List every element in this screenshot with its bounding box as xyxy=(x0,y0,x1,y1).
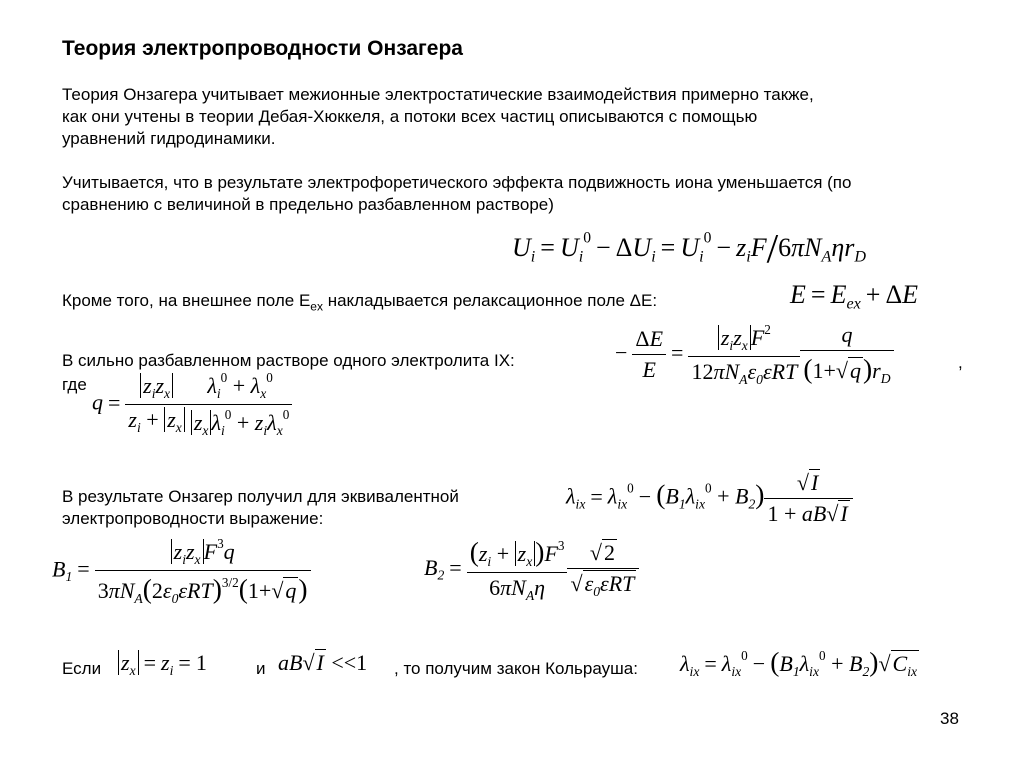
formula-field: $E = E_{ex} + \Delta E$ xyxy=(790,280,919,313)
page-number: 38 xyxy=(940,709,959,728)
paragraph-5 xyxy=(62,486,459,530)
formula-condition-2: aB√I <<1 xyxy=(278,650,368,675)
paragraph-1-line-3: уравнений гидродинамики. xyxy=(62,129,276,148)
paragraph-3: Кроме того, на внешнее поле $E_{ex}$ накладывается релаксационное поле ΔE: xyxy=(62,291,658,314)
paragraph-2-line-2: сравнению с величиной в предельно разбавленном растворе) xyxy=(62,195,554,214)
formula-q: q = $\frac{z_iz_x}{z_i + z_x}$ $\frac{\lambda_i^0 + \lambda_x^0}{z_x \lambda_i^0 + z_i\lambda_x^0}$ xyxy=(92,370,292,439)
paragraph-5-line-2: электропроводности выражение: xyxy=(62,509,324,528)
formula-kohlrausch: $\lambda_{ix} = \lambda_{ix}^0 - (B_1\lambda_{ix}^0 + B_2)√C_{ix}$ xyxy=(680,646,918,679)
formula-b2: $B_2$ = $\frac{(z_i + z_x )F^3}{6\pi N_A\eta}$ $\frac{√2}{√\varepsilon_0\varepsilon RT}$ xyxy=(424,536,639,604)
paragraph-1-line-1: Теория Онзагера учитывает межионные электростатические взаимодействия примерно также, xyxy=(62,85,814,104)
paragraph-4-line-2: где xyxy=(62,375,87,394)
paragraph-5-line-1: В результате Онзагер получил для эквивалентной xyxy=(62,487,459,506)
paragraph-4-line-1: В сильно разбавленном растворе одного электролита IX: xyxy=(62,351,515,370)
formula-condition-1: $z_x = z_i = 1$ xyxy=(118,650,207,679)
paragraph-1 xyxy=(62,84,814,150)
formula-comma: , xyxy=(958,353,963,372)
last-line-if: Если xyxy=(62,659,102,678)
last-line-then: , то получим закон Кольрауша: xyxy=(394,659,638,678)
paragraph-2 xyxy=(62,172,851,216)
slide-title: Теория электропроводности Онзагера xyxy=(62,37,463,60)
formula-relaxation: − $\frac{\Delta E}{E}$ = $\frac{z_iz_x F^2}{12\pi N_A\varepsilon_0\varepsilon RT}$ $\frac{q}{(1+√q)r_D}$ xyxy=(610,322,894,388)
formula-onsager: $\lambda_{ix} = \lambda_{ix}^0 - (B_1\lambda_{ix}^0 + B_2)$ $\frac{√I}{1 + aB√I}$ xyxy=(566,470,853,527)
last-line-and: и xyxy=(256,659,266,678)
paragraph-2-line-1: Учитывается, что в результате электрофоретического эффекта подвижность иона уменьшается (по xyxy=(62,173,852,192)
paragraph-1-line-2: как они учтены в теории Дебая-Хюккеля, а потоки всех частиц описываются с помощью xyxy=(62,107,758,126)
formula-b1: $B_1$ = $\frac{z_iz_x F^3q}{3\pi N_A(2\varepsilon_0\varepsilon RT)^{3/2}(1+√q)}$ xyxy=(52,536,311,607)
formula-mobility: $U_i = U_i^0 - \Delta U_i = U_i^0 - z_iF/6\pi N_A\eta r_D$ xyxy=(512,225,867,271)
